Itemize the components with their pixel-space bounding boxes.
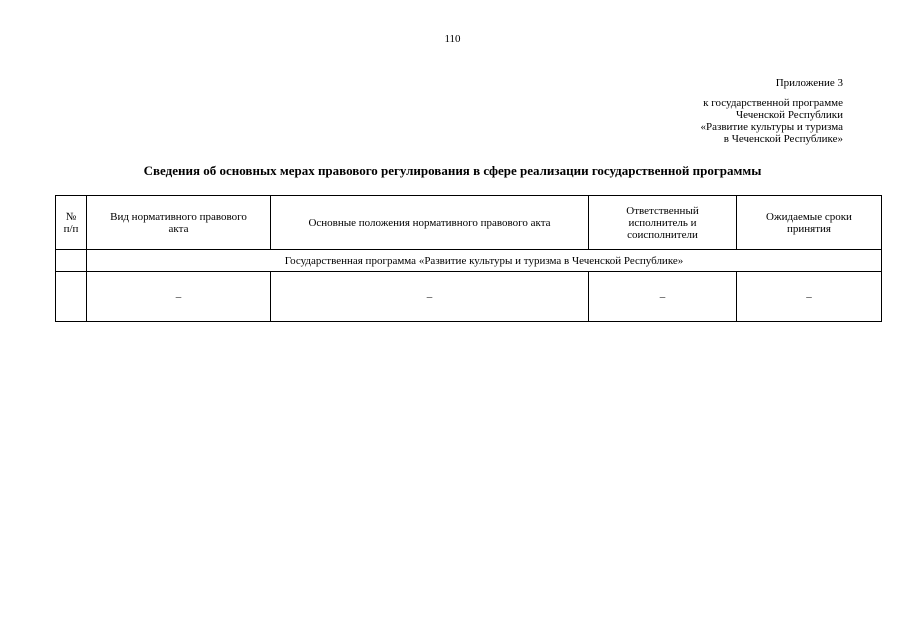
header-deadline [737,196,882,250]
appendix-caption [701,97,844,145]
cell-provisions: – [271,272,589,322]
appendix-line: Чеченской Республики [735,109,843,121]
header-number-line: п/п [63,222,79,235]
header-executor [589,196,737,250]
page-number: 110 [444,33,461,45]
table-header-row [56,196,882,250]
header-deadline-line: Ожидаемые сроки [766,210,852,223]
header-provisions: Основные положения нормативного правового акта [271,196,589,250]
cell-act-type: – [87,272,271,322]
document-title: Сведения об основных мерах правового регулирования в сфере реализации государственной программы [143,163,762,178]
appendix-line: «Развитие культуры и туризма [700,121,843,133]
appendix-line: в Чеченской Республике» [723,133,843,145]
header-act-type [87,196,271,250]
program-row-number-cell [56,250,87,272]
appendix-line: к государственной программе [703,97,843,109]
header-number [56,196,87,250]
header-executor-line: исполнитель и [628,216,697,229]
header-act-type-line: Вид нормативного правового [110,210,247,223]
header-executor-line: Ответственный [626,204,699,217]
cell-deadline: – [737,272,882,322]
program-row [56,250,882,272]
program-row-title: Государственная программа «Развитие культуры и туризма в Чеченской Республике» [87,250,882,272]
header-deadline-line: принятия [787,222,831,235]
header-executor-line: соисполнители [627,228,698,241]
header-act-type-line: акта [168,222,189,235]
appendix-title: Приложение 3 [775,77,843,89]
cell-number [56,272,87,322]
table-row [56,272,882,322]
cell-executor: – [589,272,737,322]
header-number-line: № [65,210,77,223]
legal-measures-table [55,195,882,322]
